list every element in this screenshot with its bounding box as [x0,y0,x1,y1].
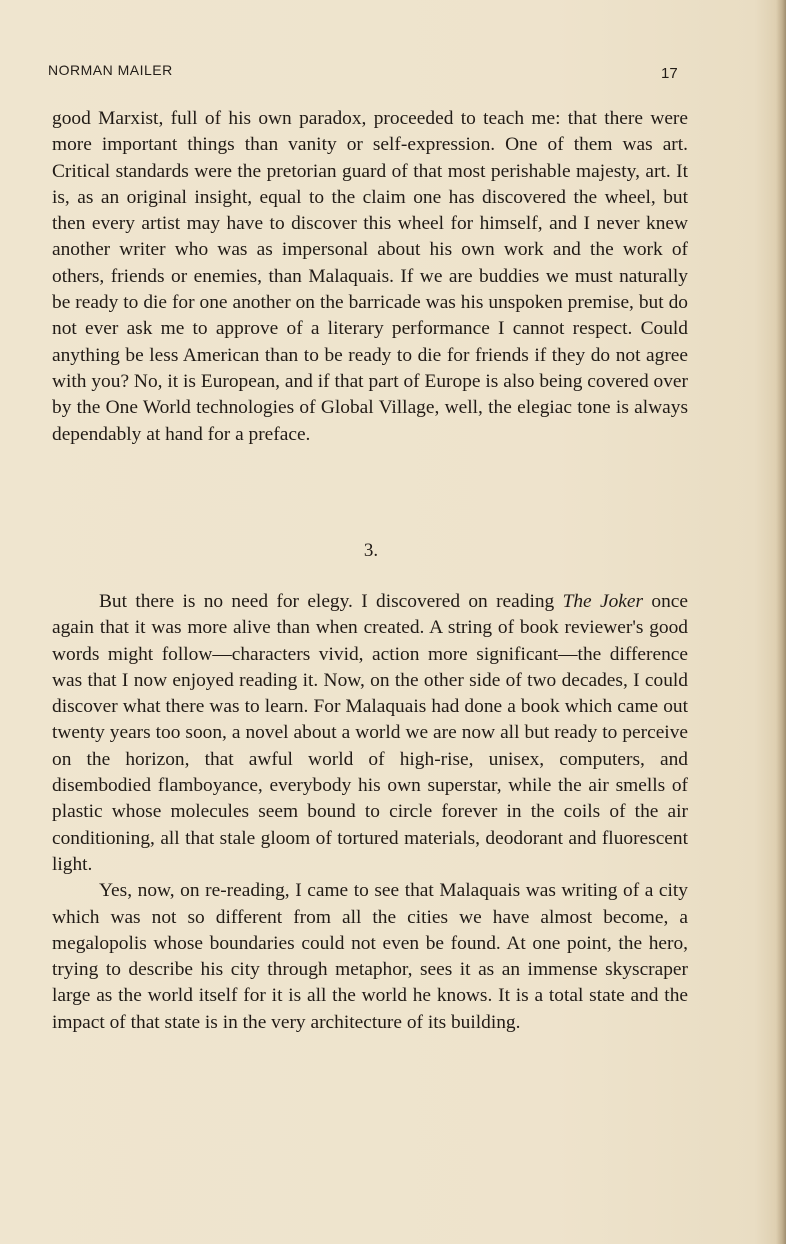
paragraph-section-3-second: Yes, now, on re-reading, I came to see that Malaquais was writing of a city which was not so different from all the cities we have almost become, a megalopolis whose boundaries could not even be found. At one point, the hero, trying to describe his city through metaphor, sees it as an immense skyscraper large as the world itself for it is all the world he knows. It is a total state and the impact of that state is in the very architecture of its building. [52,880,688,1033]
section-number-label: 3. [363,540,379,561]
running-head: NORMAN MAILER [48,62,173,78]
paragraph-text-before-title: But there is no need for elegy. I discovered on reading [99,591,563,612]
text-block-section-3 [52,589,688,1036]
page-number: 17 [661,65,678,82]
paragraph-section-3-first [52,589,688,878]
paragraph-continued: good Marxist, full of his own paradox, proceeded to teach me: that there were more important things than vanity or self-expression. One of them was art. Critical standards were the pretorian guard of that most perishable majesty, art. It is, as an original insight, equal to the claim one has discovered the wheel, but then every artist may have to discover this wheel for himself, and I never knew another writer who was as impersonal about his own work and the work of others, friends or enemies, than Malaquais. If we are buddies we must naturally be ready to die for one another on the barricade was his unspoken premise, but do not ever ask me to approve of a literary performance I cannot respect. Could anything be less American than to be ready to die for friends if they do not agree with you? No, it is European, and if that part of Europe is also being covered over by the One World technologies of Global Village, well, the elegiac tone is always dependably at hand for a preface. [52,108,688,445]
text-block-top [52,106,688,448]
page-edge-shadow [776,0,786,1244]
paragraph-text-after-title: once again that it was more alive than when created. A string of book reviewer's good words might follow—characters vivid, action more significant—the difference was that I now enjoyed reading it. Now, on the other side of two decades, I could discover what there was to learn. For Malaquais had done a book which came out twenty years too soon, a novel about a world we are now all but ready to perceive on the horizon, that awful world of high-rise, unisex, computers, and disembodied flamboyance, everybody his own superstar, while the air smells of plastic whose molecules seem bound to circle forever in the coils of the air conditioning, all that stale gloom of tortured materials, deodorant and fluorescent light. [52,591,688,875]
book-title: The Joker [562,591,644,612]
section-number [0,540,786,562]
